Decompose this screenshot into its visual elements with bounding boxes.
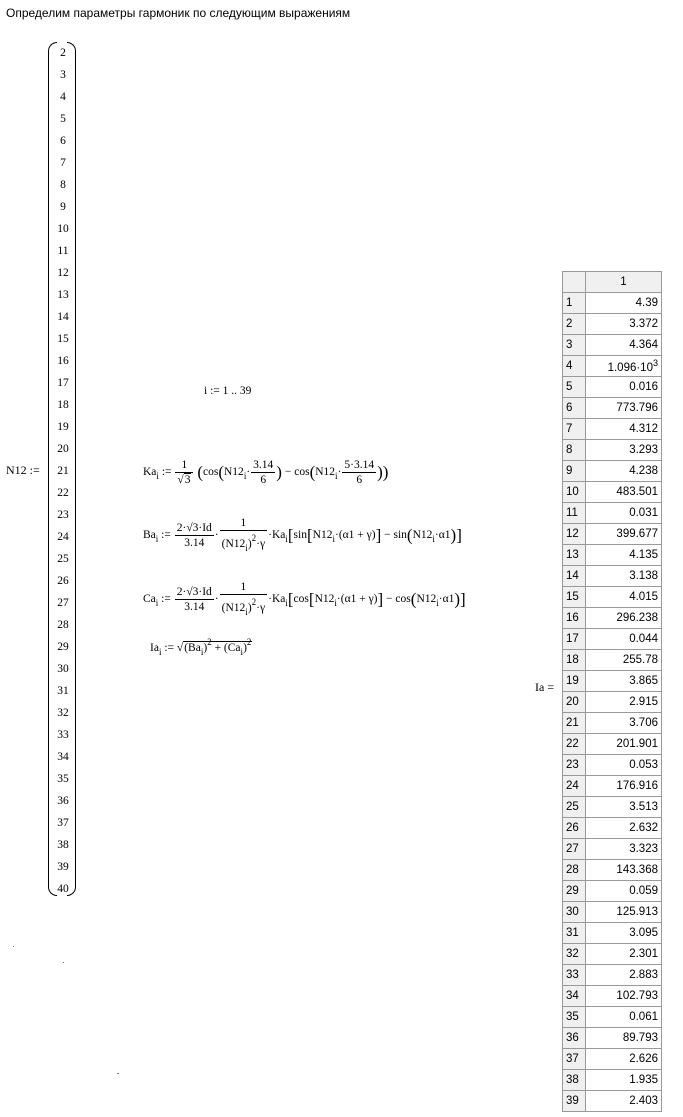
row-index: 22	[563, 734, 586, 755]
row-index: 6	[563, 398, 586, 419]
one-over-sqrt3: $\frac{1}{√3}$	[175, 458, 193, 487]
table-row[interactable]	[563, 671, 662, 692]
vector-element: 11	[57, 245, 69, 257]
row-index: 35	[563, 1007, 586, 1028]
value-text: 2.403	[629, 1095, 658, 1107]
table-row[interactable]	[563, 587, 662, 608]
cell-value[interactable]	[586, 377, 662, 398]
vector-element: 39	[57, 861, 69, 873]
vector-element: 13	[57, 289, 69, 301]
row-index: 15	[563, 587, 586, 608]
vector-element: 14	[57, 311, 69, 323]
ka-formula[interactable]: $Ka_i$ := $\frac{1}{√3}$ ($\cos(N12_i\cdot$ $\frac{3.14}{6}$ ) − $\cos(N12_i\cdot$ $\frac{5\cdot 3.14}{6}$ ))	[143, 459, 389, 486]
value-text: 3.323	[629, 843, 658, 855]
value-text: 4.39	[635, 297, 658, 309]
row-index: 13	[563, 545, 586, 566]
value-text: 102.793	[616, 990, 658, 1002]
value-text: 2.301	[629, 948, 658, 960]
ca-formula[interactable]: $Ca_i$ := $\frac{2\cdot√3\cdot Id}{3.14}$ · $\frac{1}{(N12_i)^2\cdot\gamma}$ $\cdot Ka_i[\cos[N12_i\cdot(\alpha 1 + \gamma)] - \cos(N12_i\cdot\alpha 1)]$	[143, 581, 466, 617]
row-index: 11	[563, 503, 586, 524]
table-row[interactable]	[563, 839, 662, 860]
vector-element: 5	[60, 113, 66, 125]
vector-element: 20	[57, 443, 69, 455]
vector-element: 2	[60, 47, 66, 59]
cell-value[interactable]	[586, 461, 662, 482]
cell-value[interactable]	[586, 356, 662, 377]
row-index: 39	[563, 1091, 586, 1112]
row-index: 12	[563, 524, 586, 545]
table-row[interactable]	[563, 608, 662, 629]
table-corner	[563, 272, 586, 293]
vector-element: 10	[57, 223, 69, 235]
vector-element: 29	[57, 641, 69, 653]
table-row[interactable]	[563, 545, 662, 566]
table-row[interactable]	[563, 335, 662, 356]
row-index: 34	[563, 986, 586, 1007]
value-text: 89.793	[622, 1032, 658, 1044]
value-text: 4.364	[629, 339, 658, 351]
table-row[interactable]	[563, 1070, 662, 1091]
ia-result-table[interactable]	[562, 271, 662, 1112]
table-row[interactable]	[563, 398, 662, 419]
vector-element: 28	[57, 619, 69, 631]
row-index: 4	[563, 356, 586, 377]
vector-element: 16	[57, 355, 69, 367]
n12-label: N12 :=	[6, 463, 40, 477]
value-text: 3.513	[629, 801, 658, 813]
table-row[interactable]	[563, 440, 662, 461]
vector-element: 36	[57, 795, 69, 807]
value-text: 4.238	[629, 465, 658, 477]
artifact-dot	[117, 1073, 119, 1074]
cell-value[interactable]	[586, 1028, 662, 1049]
cell-value[interactable]	[586, 440, 662, 461]
table-row[interactable]	[563, 986, 662, 1007]
table-row[interactable]	[563, 461, 662, 482]
vector-element: 17	[57, 377, 69, 389]
row-index: 29	[563, 881, 586, 902]
row-index: 10	[563, 482, 586, 503]
row-index: 25	[563, 797, 586, 818]
table-row[interactable]	[563, 482, 662, 503]
vector-element: 4	[60, 91, 66, 103]
row-index: 31	[563, 923, 586, 944]
vector-element: 40	[57, 883, 69, 895]
table-row[interactable]	[563, 923, 662, 944]
cell-value[interactable]	[586, 314, 662, 335]
vector-element: 38	[57, 839, 69, 851]
cell-value[interactable]	[586, 713, 662, 734]
row-index: 36	[563, 1028, 586, 1049]
row-index: 21	[563, 713, 586, 734]
cell-value[interactable]	[586, 860, 662, 881]
vector-element: 37	[57, 817, 69, 829]
table-row[interactable]	[563, 1028, 662, 1049]
ia-result-label: Ia =	[535, 680, 555, 694]
table-row[interactable]	[563, 902, 662, 923]
cell-value[interactable]	[586, 986, 662, 1007]
table-row[interactable]	[563, 566, 662, 587]
value-text: 143.368	[616, 864, 658, 876]
row-index: 17	[563, 629, 586, 650]
index-i: i	[156, 471, 159, 482]
table-row[interactable]	[563, 713, 662, 734]
value-text: 3.293	[629, 444, 658, 456]
row-index: 30	[563, 902, 586, 923]
cell-value[interactable]	[586, 650, 662, 671]
vector-element: 23	[57, 509, 69, 521]
vector-element: 18	[57, 399, 69, 411]
cell-value[interactable]	[586, 881, 662, 902]
cell-value[interactable]	[586, 797, 662, 818]
ba-formula[interactable]: $Ba_i$ := $\frac{2\cdot√3\cdot Id}{3.14}$ · $\frac{1}{(N12_i)^2\cdot\gamma}$ $\cdot Ka_i[\sin[N12_i\cdot(\alpha 1 + \gamma)] - \sin(N12_i\cdot\alpha 1)]$	[143, 517, 462, 553]
table-row[interactable]	[563, 377, 662, 398]
row-index: 37	[563, 1049, 586, 1070]
row-index: 7	[563, 419, 586, 440]
table-row[interactable]	[563, 881, 662, 902]
row-index: 19	[563, 671, 586, 692]
cell-value[interactable]	[586, 608, 662, 629]
value-text: 0.031	[629, 507, 658, 519]
value-text: 0.059	[629, 885, 658, 897]
cell-value[interactable]	[586, 524, 662, 545]
vector-element: 22	[57, 487, 69, 499]
row-index: 2	[563, 314, 586, 335]
row-index: 18	[563, 650, 586, 671]
value-text: 201.901	[616, 738, 658, 750]
cell-value[interactable]	[586, 923, 662, 944]
table-row[interactable]	[563, 965, 662, 986]
table-row[interactable]	[563, 1091, 662, 1112]
table-row[interactable]	[563, 293, 662, 314]
ka-lhs: Ka	[143, 466, 157, 479]
cell-value[interactable]	[586, 587, 662, 608]
row-index: 8	[563, 440, 586, 461]
table-row[interactable]	[563, 1049, 662, 1070]
value-text: 296.238	[616, 612, 658, 624]
table-row[interactable]	[563, 524, 662, 545]
row-index: 5	[563, 377, 586, 398]
value-text: 255.78	[622, 654, 658, 666]
artifact-dot	[63, 962, 64, 963]
exponent: 3	[652, 358, 658, 369]
vector-element: 15	[57, 333, 69, 345]
cell-value[interactable]	[586, 1049, 662, 1070]
value-text: 2.915	[629, 696, 658, 708]
row-index: 27	[563, 839, 586, 860]
cell-value[interactable]	[586, 503, 662, 524]
table-row[interactable]	[563, 1007, 662, 1028]
value-text: 483.501	[616, 486, 658, 498]
value-text: 3.706	[629, 717, 658, 729]
artifact-dot	[13, 946, 14, 947]
table-row[interactable]	[563, 734, 662, 755]
cell-value[interactable]	[586, 1070, 662, 1091]
vector-element: 3	[60, 69, 66, 81]
value-text: 0.061	[629, 1011, 658, 1023]
vector-element: 9	[60, 201, 66, 213]
vector-element: 12	[57, 267, 69, 279]
cell-value[interactable]	[586, 734, 662, 755]
value-text: 0.016	[629, 381, 658, 393]
table-row[interactable]	[563, 776, 662, 797]
cell-value[interactable]	[586, 671, 662, 692]
cell-value[interactable]	[586, 944, 662, 965]
row-index: 24	[563, 776, 586, 797]
row-index: 23	[563, 755, 586, 776]
table-row[interactable]	[563, 755, 662, 776]
assign-op: :=	[161, 466, 172, 479]
row-index: 32	[563, 944, 586, 965]
row-index: 1	[563, 293, 586, 314]
vector-element: 27	[57, 597, 69, 609]
cell-value[interactable]	[586, 545, 662, 566]
n12-vector[interactable]	[48, 42, 76, 896]
row-index: 16	[563, 608, 586, 629]
cell-value[interactable]	[586, 419, 662, 440]
value-text: 3.865	[629, 675, 658, 687]
vector-element: 30	[57, 663, 69, 675]
vector-element: 32	[57, 707, 69, 719]
table-row[interactable]	[563, 356, 662, 377]
value-text: 773.796	[616, 402, 658, 414]
vector-element: 34	[57, 751, 69, 763]
row-index: 9	[563, 461, 586, 482]
value-text: 3.095	[629, 927, 658, 939]
row-index: 14	[563, 566, 586, 587]
cell-value[interactable]	[586, 629, 662, 650]
cell-value[interactable]	[586, 293, 662, 314]
table-row[interactable]	[563, 503, 662, 524]
column-header[interactable]: 1	[586, 272, 662, 293]
cell-value[interactable]	[586, 965, 662, 986]
table-row[interactable]	[563, 797, 662, 818]
value-text: 1.096·10	[607, 361, 653, 374]
cell-value[interactable]	[586, 902, 662, 923]
table-row[interactable]	[563, 944, 662, 965]
value-text: 4.312	[629, 423, 658, 435]
value-text: 1.935	[629, 1074, 658, 1086]
cell-value[interactable]	[586, 818, 662, 839]
ia-formula[interactable]: $Ia_i$ := $√(Ba_i)^2 + (Ca_i)^2$	[150, 637, 252, 657]
table-row[interactable]	[563, 629, 662, 650]
table-row[interactable]	[563, 818, 662, 839]
value-text: 125.913	[616, 906, 658, 918]
value-text: 3.138	[629, 570, 658, 582]
vector-element: 21	[57, 465, 69, 477]
row-index: 3	[563, 335, 586, 356]
table-row[interactable]	[563, 860, 662, 881]
row-index: 33	[563, 965, 586, 986]
cell-value[interactable]	[586, 398, 662, 419]
row-index: 28	[563, 860, 586, 881]
vector-element: 31	[57, 685, 69, 697]
value-text: 2.632	[629, 822, 658, 834]
cell-value[interactable]	[586, 776, 662, 797]
vector-element: 7	[60, 157, 66, 169]
vector-element: 6	[60, 135, 66, 147]
vector-element: 35	[57, 773, 69, 785]
value-text: 3.372	[629, 318, 658, 330]
vector-element: 26	[57, 575, 69, 587]
value-text: 0.044	[629, 633, 658, 645]
table-row[interactable]	[563, 692, 662, 713]
table-row[interactable]	[563, 314, 662, 335]
vector-element: 8	[60, 179, 66, 191]
cell-value[interactable]	[586, 335, 662, 356]
cell-value[interactable]	[586, 839, 662, 860]
range-definition[interactable]: i := 1 .. 39	[204, 385, 252, 397]
section-heading: Определим параметры гармоник по следующим выражениям	[6, 6, 351, 20]
cell-value[interactable]	[586, 566, 662, 587]
table-row[interactable]	[563, 650, 662, 671]
vector-element: 24	[57, 531, 69, 543]
row-index: 20	[563, 692, 586, 713]
vector-element: 19	[57, 421, 69, 433]
row-index: 38	[563, 1070, 586, 1091]
table-row[interactable]	[563, 419, 662, 440]
cell-value[interactable]	[586, 482, 662, 503]
value-text: 176.916	[616, 780, 658, 792]
cell-value[interactable]	[586, 1007, 662, 1028]
value-text: 4.135	[629, 549, 658, 561]
vector-element: 25	[57, 553, 69, 565]
value-text: 2.883	[629, 969, 658, 981]
cell-value[interactable]	[586, 692, 662, 713]
cell-value[interactable]	[586, 1091, 662, 1112]
value-text: 0.053	[629, 759, 658, 771]
value-text: 4.015	[629, 591, 658, 603]
value-text: 399.677	[616, 528, 658, 540]
vector-element: 33	[57, 729, 69, 741]
value-text: 2.626	[629, 1053, 658, 1065]
cell-value[interactable]	[586, 755, 662, 776]
row-index: 26	[563, 818, 586, 839]
